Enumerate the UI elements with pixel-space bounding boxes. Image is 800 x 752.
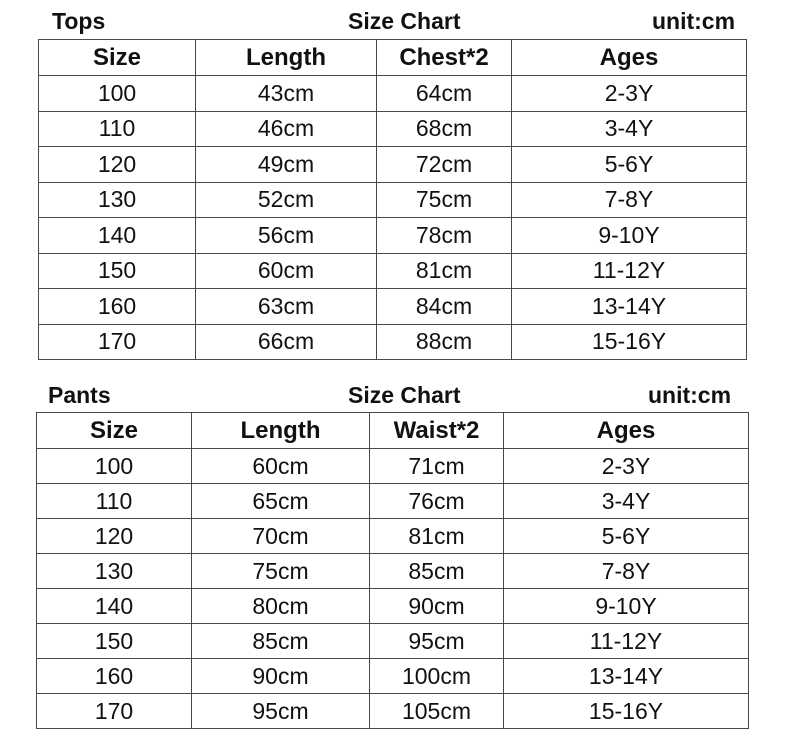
length-cell: 66cm bbox=[196, 324, 377, 360]
pants-label: Pants bbox=[48, 382, 111, 408]
pants-size-table bbox=[36, 412, 749, 729]
length-cell: 60cm bbox=[192, 449, 370, 484]
size-cell: 130 bbox=[37, 554, 192, 589]
table-row bbox=[39, 218, 747, 254]
table-row bbox=[37, 484, 749, 519]
table-row bbox=[39, 147, 747, 183]
waist-cell: 100cm bbox=[370, 659, 504, 694]
chest-cell: 81cm bbox=[377, 253, 512, 289]
column-header-chest: Chest*2 bbox=[377, 40, 512, 76]
size-cell: 170 bbox=[39, 324, 196, 360]
length-cell: 60cm bbox=[196, 253, 377, 289]
column-header-size: Size bbox=[39, 40, 196, 76]
length-cell: 43cm bbox=[196, 76, 377, 112]
table-row bbox=[37, 694, 749, 729]
size-cell: 160 bbox=[37, 659, 192, 694]
ages-cell: 3-4Y bbox=[512, 111, 747, 147]
column-header-ages: Ages bbox=[512, 40, 747, 76]
size-cell: 170 bbox=[37, 694, 192, 729]
tops-size-chart bbox=[0, 0, 800, 362]
size-cell: 140 bbox=[39, 218, 196, 254]
tops-label: Tops bbox=[52, 8, 106, 34]
column-header-ages: Ages bbox=[504, 413, 749, 449]
chest-cell: 64cm bbox=[377, 76, 512, 112]
table-header-row bbox=[39, 40, 747, 76]
size-cell: 110 bbox=[37, 484, 192, 519]
ages-cell: 2-3Y bbox=[512, 76, 747, 112]
size-cell: 150 bbox=[37, 624, 192, 659]
length-cell: 95cm bbox=[192, 694, 370, 729]
length-cell: 70cm bbox=[192, 519, 370, 554]
ages-cell: 3-4Y bbox=[504, 484, 749, 519]
ages-cell: 2-3Y bbox=[504, 449, 749, 484]
ages-cell: 11-12Y bbox=[512, 253, 747, 289]
waist-cell: 105cm bbox=[370, 694, 504, 729]
chest-cell: 84cm bbox=[377, 289, 512, 325]
length-cell: 56cm bbox=[196, 218, 377, 254]
ages-cell: 9-10Y bbox=[504, 589, 749, 624]
chest-cell: 68cm bbox=[377, 111, 512, 147]
length-cell: 80cm bbox=[192, 589, 370, 624]
waist-cell: 95cm bbox=[370, 624, 504, 659]
ages-cell: 13-14Y bbox=[504, 659, 749, 694]
size-cell: 120 bbox=[37, 519, 192, 554]
table-row bbox=[39, 324, 747, 360]
chest-cell: 88cm bbox=[377, 324, 512, 360]
table-row bbox=[37, 554, 749, 589]
column-header-size: Size bbox=[37, 413, 192, 449]
table-row bbox=[39, 76, 747, 112]
tops-unit-label: unit:cm bbox=[652, 8, 736, 34]
waist-cell: 90cm bbox=[370, 589, 504, 624]
column-header-length: Length bbox=[196, 40, 377, 76]
ages-cell: 15-16Y bbox=[512, 324, 747, 360]
ages-cell: 7-8Y bbox=[504, 554, 749, 589]
size-cell: 110 bbox=[39, 111, 196, 147]
table-row bbox=[37, 624, 749, 659]
waist-cell: 76cm bbox=[370, 484, 504, 519]
pants-size-chart bbox=[0, 373, 800, 752]
waist-cell: 81cm bbox=[370, 519, 504, 554]
pants-unit-label: unit:cm bbox=[648, 382, 732, 408]
column-header-length: Length bbox=[192, 413, 370, 449]
ages-cell: 9-10Y bbox=[512, 218, 747, 254]
length-cell: 63cm bbox=[196, 289, 377, 325]
tops-size-table bbox=[38, 39, 747, 360]
table-row bbox=[37, 519, 749, 554]
size-cell: 150 bbox=[39, 253, 196, 289]
size-cell: 140 bbox=[37, 589, 192, 624]
tops-chart-title: Size Chart bbox=[348, 8, 461, 34]
length-cell: 65cm bbox=[192, 484, 370, 519]
chest-cell: 78cm bbox=[377, 218, 512, 254]
size-cell: 120 bbox=[39, 147, 196, 183]
waist-cell: 71cm bbox=[370, 449, 504, 484]
ages-cell: 11-12Y bbox=[504, 624, 749, 659]
table-row bbox=[39, 111, 747, 147]
size-cell: 130 bbox=[39, 182, 196, 218]
length-cell: 52cm bbox=[196, 182, 377, 218]
waist-cell: 85cm bbox=[370, 554, 504, 589]
size-cell: 100 bbox=[37, 449, 192, 484]
ages-cell: 5-6Y bbox=[512, 147, 747, 183]
pants-chart-title: Size Chart bbox=[348, 382, 461, 408]
table-row bbox=[39, 289, 747, 325]
chest-cell: 75cm bbox=[377, 182, 512, 218]
table-row bbox=[37, 589, 749, 624]
table-row bbox=[37, 449, 749, 484]
length-cell: 46cm bbox=[196, 111, 377, 147]
length-cell: 49cm bbox=[196, 147, 377, 183]
ages-cell: 7-8Y bbox=[512, 182, 747, 218]
size-cell: 160 bbox=[39, 289, 196, 325]
chest-cell: 72cm bbox=[377, 147, 512, 183]
table-row bbox=[37, 659, 749, 694]
table-header-row bbox=[37, 413, 749, 449]
length-cell: 75cm bbox=[192, 554, 370, 589]
length-cell: 90cm bbox=[192, 659, 370, 694]
table-row bbox=[39, 182, 747, 218]
ages-cell: 15-16Y bbox=[504, 694, 749, 729]
ages-cell: 13-14Y bbox=[512, 289, 747, 325]
column-header-waist: Waist*2 bbox=[370, 413, 504, 449]
table-row bbox=[39, 253, 747, 289]
size-cell: 100 bbox=[39, 76, 196, 112]
length-cell: 85cm bbox=[192, 624, 370, 659]
ages-cell: 5-6Y bbox=[504, 519, 749, 554]
